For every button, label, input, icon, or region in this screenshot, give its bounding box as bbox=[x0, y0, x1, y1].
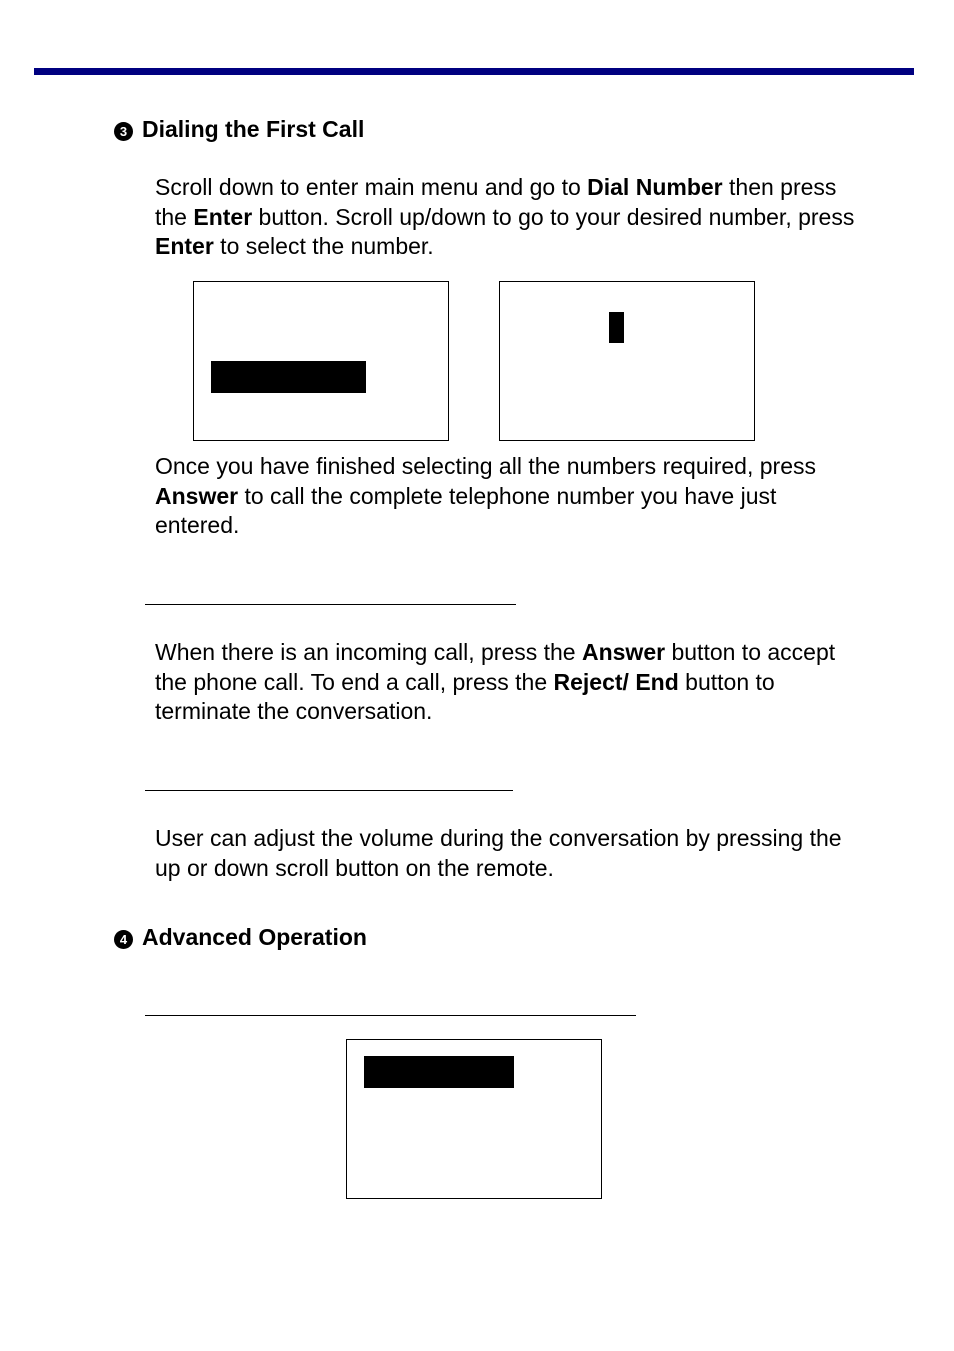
emphasized-term: Enter bbox=[193, 203, 253, 230]
lcd-screen-number-entry bbox=[499, 281, 755, 441]
emphasized-term: Enter bbox=[155, 233, 214, 259]
emphasized-term: Reject/ End bbox=[553, 668, 679, 695]
dial-instructions bbox=[155, 173, 855, 262]
number-bullet-icon: 4 bbox=[114, 930, 133, 949]
section-title: Dialing the First Call bbox=[142, 116, 365, 142]
text-run: button to terminate the conversation. bbox=[155, 668, 775, 724]
answer-instructions bbox=[155, 452, 855, 541]
lcd-menu-highlight bbox=[364, 1056, 514, 1088]
section-heading-dialing bbox=[114, 115, 364, 143]
header-rule bbox=[34, 68, 914, 75]
volume-instructions bbox=[155, 824, 855, 883]
text-run: Scroll down to enter main menu and go to bbox=[155, 174, 588, 200]
lcd-menu-highlight bbox=[211, 361, 366, 393]
text-run: Once you have finished selecting all the numbers required, press bbox=[155, 453, 816, 479]
lcd-cursor bbox=[609, 312, 624, 343]
text-run: then press the bbox=[155, 174, 837, 230]
subheading-rule-volume bbox=[145, 790, 513, 791]
text-run: When there is an incoming call, press the bbox=[155, 639, 582, 665]
section-title: Advanced Operation bbox=[142, 924, 367, 950]
text-run: to call the complete telephone number you have just entered. bbox=[155, 482, 777, 538]
text-run: to select the number. bbox=[213, 233, 434, 259]
incoming-call-instructions bbox=[155, 638, 865, 727]
emphasized-term: Answer bbox=[155, 482, 239, 509]
text-run: button. Scroll up/down to go to your desired number, press bbox=[252, 203, 855, 230]
emphasized-term: Answer bbox=[581, 639, 666, 665]
lcd-screen-menu bbox=[193, 281, 449, 441]
number-bullet-icon: 3 bbox=[114, 122, 133, 141]
subheading-rule-answer bbox=[145, 604, 516, 605]
subheading-rule-advanced bbox=[145, 1015, 636, 1016]
text-run: User can adjust the volume during the conversation by pressing the up or down scroll button on the remote. bbox=[155, 825, 842, 881]
section-heading-advanced bbox=[114, 923, 367, 951]
lcd-screen-advanced-menu bbox=[346, 1039, 602, 1199]
emphasized-term: Dial Number bbox=[587, 174, 723, 200]
text-run: button to accept the phone call. To end a call, press the bbox=[155, 639, 836, 695]
